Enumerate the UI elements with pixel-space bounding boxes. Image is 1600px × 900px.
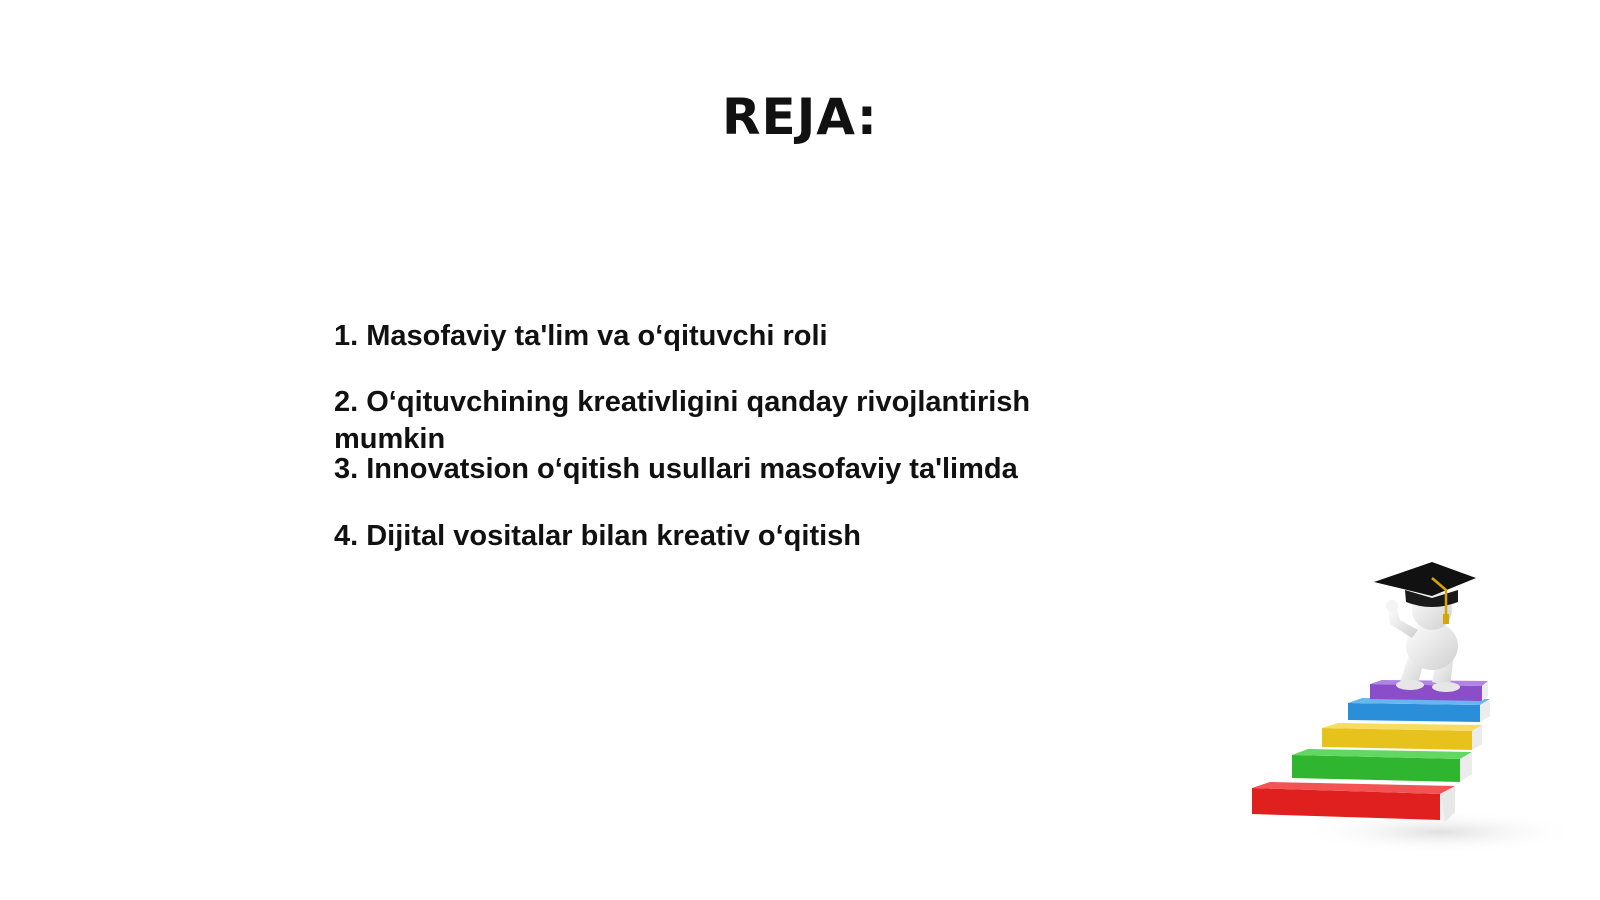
plan-item-4: 4. Dijital vositalar bilan kreativ o‘qitish	[334, 520, 861, 552]
yellow-book	[1322, 723, 1482, 750]
red-book	[1252, 782, 1455, 822]
plan-item-3: 3. Innovatsion o‘qitish usullari masofaviy ta'limda	[334, 453, 1018, 485]
blue-book	[1348, 698, 1490, 722]
purple-book	[1370, 680, 1488, 701]
plan-item-2: 2. O‘qituvchining kreativligini qanday rivojlantirish mumkin	[334, 386, 1031, 455]
graduate-figure	[1374, 562, 1476, 692]
graduate-on-books-icon	[1250, 560, 1580, 860]
plan-item-1: 1. Masofaviy ta'lim va o‘qituvchi roli	[334, 320, 828, 352]
slide-title: REJA:	[722, 88, 878, 146]
green-book	[1292, 749, 1472, 782]
